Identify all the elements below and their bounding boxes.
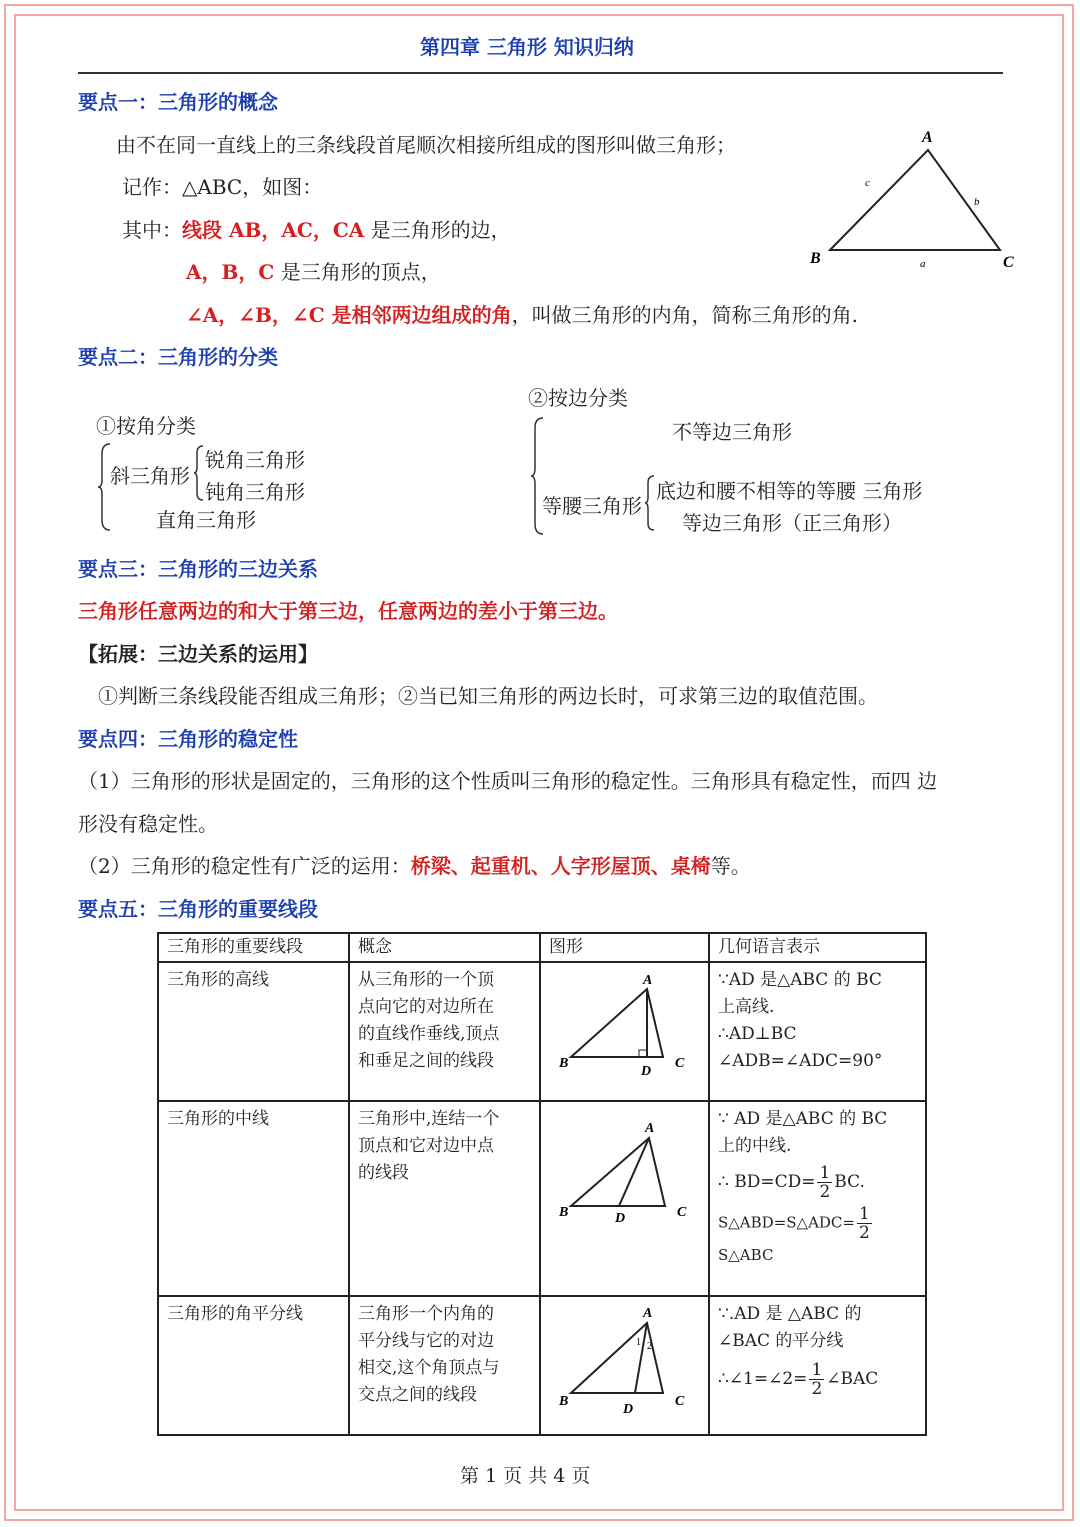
important-segments-table <box>157 932 927 1436</box>
geo-line-area <box>718 1205 917 1269</box>
section5-heading: 要点五：三角形的重要线段 <box>78 897 318 921</box>
extension-text: ①判断三条线段能否组成三角形；②当已知三角形的两边长时，可求第三边的取值范围。 <box>98 684 878 708</box>
oblique-triangle-label: 斜三角形 <box>110 464 190 488</box>
fraction-half <box>857 1205 872 1242</box>
vertices-line <box>186 256 441 285</box>
concept-line: 平分线与它的对边 <box>358 1331 494 1351</box>
geo-text: ∠BAC <box>826 1369 879 1389</box>
concept-bisector <box>349 1296 540 1435</box>
geo-text: ∴∠1=∠2= <box>718 1369 808 1389</box>
triangle-definition: 由不在同一直线上的三条线段首尾顺次相接所组成的图形叫做三角形； <box>116 133 736 157</box>
side-label-c: c <box>865 177 870 189</box>
stability-p2-suffix: 等。 <box>710 854 751 878</box>
stability-paragraph1-line2: 形没有稳定性。 <box>78 812 218 836</box>
sides-suffix: 是三角形的边， <box>370 218 511 242</box>
table-header-row <box>158 933 926 962</box>
concept-line: 和垂足之间的线段 <box>358 1051 494 1071</box>
fraction-numerator: 1 <box>819 1163 831 1183</box>
fraction-denominator: 2 <box>811 1379 823 1399</box>
geo-text: ∴ BD=CD= <box>718 1172 816 1192</box>
geo-line-angles <box>718 1361 917 1398</box>
segment-name-bisector: 三角形的角平分线 <box>158 1296 349 1435</box>
fraction-half <box>817 1164 832 1201</box>
vertices-suffix: 是三角形的顶点， <box>280 260 441 284</box>
triangle-abc-figure <box>800 122 1030 282</box>
fraction-denominator: 2 <box>819 1182 831 1202</box>
vertex-label-a: A <box>922 129 933 146</box>
table-row <box>158 1296 926 1435</box>
concept-line: 交点之间的线段 <box>358 1385 477 1405</box>
label-d: D <box>641 1064 652 1079</box>
triangle-inequality-rule: 三角形任意两边的和大于第三边，任意两边的差小于第三边。 <box>78 599 618 623</box>
section4-heading: 要点四：三角形的稳定性 <box>78 727 298 751</box>
concept-median <box>349 1101 540 1296</box>
section1-heading: 要点一：三角形的概念 <box>78 90 278 114</box>
geo-text: BC. <box>834 1172 865 1192</box>
col-header-figure: 图形 <box>540 933 709 962</box>
stability-p2-examples: 桥梁、起重机、人字形屋顶、桌椅 <box>410 854 711 878</box>
figure-altitude-cell <box>540 962 709 1101</box>
classify-by-angle-title: ①按角分类 <box>96 414 196 438</box>
geometry-median <box>709 1101 926 1296</box>
label-c: C <box>677 1205 687 1220</box>
geo-line: ∵ AD 是△ABC 的 BC <box>718 1109 888 1129</box>
col-header-segment: 三角形的重要线段 <box>158 933 349 962</box>
label-d: D <box>623 1402 634 1417</box>
geo-text: S△ABD=S△ADC= <box>718 1213 855 1232</box>
angles-line <box>186 299 858 328</box>
scalene-triangle-label: 不等边三角形 <box>672 420 792 444</box>
angles-suffix: ，叫做三角形的内角，简称三角形的角. <box>511 303 858 327</box>
fraction-numerator: 1 <box>811 1360 823 1380</box>
label-d: D <box>615 1211 626 1226</box>
label-c: C <box>675 1056 685 1071</box>
col-header-geometry: 几何语言表示 <box>709 933 926 962</box>
segment-name-altitude: 三角形的高线 <box>158 962 349 1101</box>
label-c: C <box>675 1394 685 1409</box>
figure-median-cell <box>540 1101 709 1296</box>
table-row <box>158 962 926 1101</box>
fraction-numerator: 1 <box>858 1204 870 1224</box>
sides-prefix: 其中： <box>122 218 182 242</box>
concept-line: 从三角形的一个顶 <box>358 970 494 990</box>
concept-line: 顶点和它对边中点 <box>358 1136 494 1156</box>
notation-line: 记作：△ABC，如图： <box>122 175 323 199</box>
altitude-figure <box>541 963 708 1091</box>
angle-label-1: 1 <box>636 1337 641 1348</box>
geometry-altitude <box>709 962 926 1101</box>
page-footer: 第 1 页 共 4 页 <box>460 1465 591 1487</box>
concept-altitude <box>349 962 540 1101</box>
median-figure <box>541 1102 708 1286</box>
label-b: B <box>559 1205 569 1220</box>
label-a: A <box>643 973 653 988</box>
stability-p2-prefix: （2）三角形的稳定性有广泛的运用： <box>78 854 411 878</box>
obtuse-triangle-label: 钝角三角形 <box>205 480 305 504</box>
angles-highlight: ∠A，∠B，∠C 是相邻两边组成的角 <box>186 303 512 327</box>
equilateral-label: 等边三角形（正三角形） <box>682 511 902 535</box>
table-row <box>158 1101 926 1296</box>
side-label-a: a <box>920 258 926 270</box>
geo-text: S△ABC <box>718 1246 774 1264</box>
geo-line: ∴AD⊥BC <box>718 1024 797 1044</box>
classify-by-side-title: ②按边分类 <box>528 386 628 410</box>
fraction-half <box>809 1361 824 1398</box>
geo-line: ∠ADB=∠ADC=90° <box>718 1051 883 1071</box>
geo-line-bd-cd <box>718 1164 917 1201</box>
label-a: A <box>645 1121 655 1136</box>
brace-angle-inner <box>194 444 204 502</box>
bisector-figure <box>541 1297 708 1425</box>
geo-line: 上高线. <box>718 997 775 1017</box>
concept-line: 点向它的对边所在 <box>358 997 494 1017</box>
right-triangle-label: 直角三角形 <box>156 508 256 532</box>
concept-line: 三角形中,连结一个 <box>358 1109 500 1129</box>
stability-paragraph1-line1: （1）三角形的形状是固定的，三角形的这个性质叫三角形的稳定性。三角形具有稳定性，而四 边 <box>78 769 938 793</box>
geo-line: ∵.AD 是 △ABC 的 <box>718 1304 862 1324</box>
header-rule <box>78 72 1003 74</box>
col-header-concept: 概念 <box>349 933 540 962</box>
geo-line: 上的中线. <box>718 1136 792 1156</box>
label-b: B <box>559 1394 569 1409</box>
extension-title: 【拓展：三边关系的运用】 <box>78 642 318 666</box>
stability-paragraph2 <box>78 850 751 879</box>
acute-triangle-label: 锐角三角形 <box>205 448 305 472</box>
concept-line: 相交,这个角顶点与 <box>358 1358 500 1378</box>
segment-name-median: 三角形的中线 <box>158 1101 349 1296</box>
concept-line: 的直线作垂线,顶点 <box>358 1024 500 1044</box>
angle-label-2: 2 <box>647 1341 652 1352</box>
label-b: B <box>559 1056 569 1071</box>
vertex-label-b: B <box>810 250 821 267</box>
vertex-label-c: C <box>1003 254 1014 271</box>
geometry-bisector <box>709 1296 926 1435</box>
concept-line: 的线段 <box>358 1163 409 1183</box>
isosceles-unequal-label: 底边和腰不相等的等腰 三角形 <box>656 479 923 503</box>
geo-line: ∠BAC 的平分线 <box>718 1331 844 1351</box>
concept-line: 三角形一个内角的 <box>358 1304 494 1324</box>
brace-side-inner <box>645 474 655 532</box>
label-a: A <box>643 1306 653 1321</box>
section2-heading: 要点二：三角形的分类 <box>78 345 278 369</box>
sides-line <box>122 214 511 243</box>
vertices-highlight: A，B，C <box>186 260 275 284</box>
section3-heading: 要点三：三角形的三边关系 <box>78 557 318 581</box>
geo-line: ∵AD 是△ABC 的 BC <box>718 970 882 990</box>
side-label-b: b <box>974 196 980 208</box>
figure-bisector-cell <box>540 1296 709 1435</box>
fraction-denominator: 2 <box>858 1223 870 1243</box>
sides-highlight: 线段 AB，AC，CA <box>182 218 365 242</box>
isosceles-triangle-label: 等腰三角形 <box>542 494 642 518</box>
page-title: 第四章 三角形 知识归纳 <box>420 35 634 59</box>
